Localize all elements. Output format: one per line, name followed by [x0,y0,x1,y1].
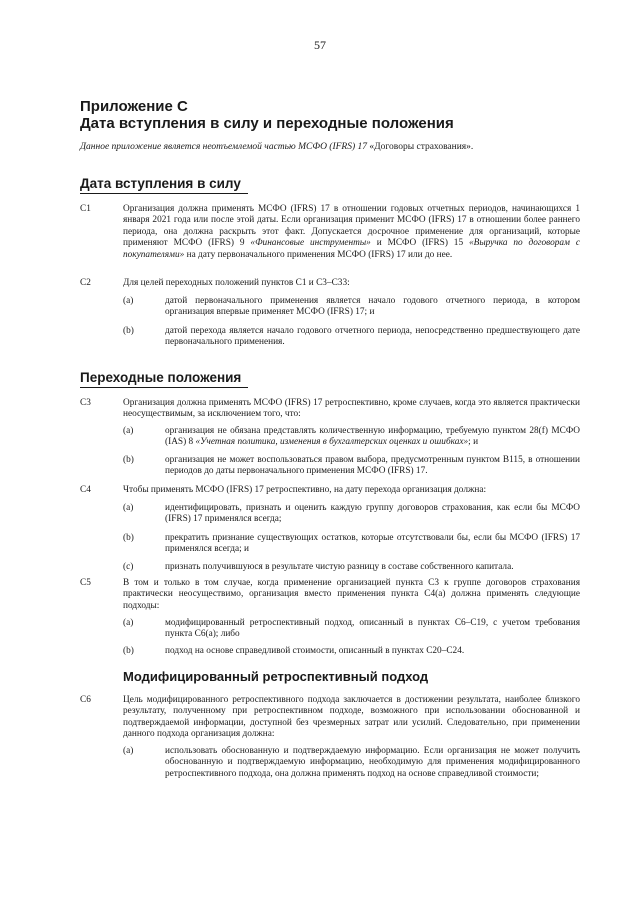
paragraph-body: В том и только в том случае, когда применение организацией пункта C3 к группе договоров страхования практически неосуществимо, организация вместо применения пункта C4(a) должна применять следующие подходы: [123,578,580,611]
list-item-italic: «Учетная политика, изменения в бухгалтерских оценках и ошибках» [195,437,469,448]
list-item-label: (b) [123,326,134,336]
appendix-title-line1: Приложение С [80,98,188,115]
list-item-label: (a) [123,746,134,756]
paragraph-c4 [80,485,580,496]
paragraph-text: Организация должна применять МСФО (IFRS) 17 в отношении годовых отчетных периодов, начинающихся 1 января 2021 года или после этой даты. Если организация применит МСФО (IFRS) 17 в отношении более раннего периода, она должна раскрыть этот факт. Допускается досрочное применение для организаций, которые применяют МСФО (IFRS) 9 [123,204,580,249]
paragraph-c3 [80,398,580,421]
section-heading-text: Переходные положения [80,370,242,385]
list-item-label: (a) [123,618,134,628]
list-item-body: подход на основе справедливой стоимости, описанный в пунктах C20–C24. [165,646,465,656]
list-item-label: (b) [123,533,134,543]
paragraph-c1 [80,204,580,261]
paragraph-number: C2 [80,278,91,288]
paragraph-c5 [80,578,580,612]
page-number: 57 [314,38,326,52]
paragraph-text: на дату первоначального применения МСФО (IFRS) 17 или до нее. [184,249,453,260]
appendix-title [80,98,580,132]
appendix-note-tail: «Договоры страхования». [367,142,474,152]
list-item-c4-b [123,533,580,556]
list-item-text: ; и [468,437,479,448]
list-item-label: (b) [123,646,134,656]
list-item-c4-c [123,562,580,573]
list-item-body: датой первоначального применения является начало годового отчетного периода, в котором организация впервые применяет МСФО (IFRS) 17; и [165,296,580,318]
appendix-note [80,141,580,153]
section-heading-rule [80,387,248,388]
paragraph-body: Цель модифицированного ретроспективного подхода заключается в достижении результата, наиболее близкого результату, полученному при ретроспективном подходе, возможного при использовании обоснованной и подтверждаемой информации, доступной без чрезмерных затрат или усилий. Следовательно, при применении данного подхода организация должна: [123,695,580,740]
list-item-c3-b [123,455,580,478]
paragraph-italic: «Финансовые инструменты» [250,238,371,249]
list-item-body: прекратить признание существующих остатков, которые отсутствовали бы, если бы МСФО (IFRS) 17 применялся всегда; и [165,533,580,555]
section-heading-text: Дата вступления в силу [80,176,241,191]
paragraph-number: C5 [80,578,91,588]
list-item-c5-b [123,646,580,657]
paragraph-body: Организация должна применять МСФО (IFRS) 17 ретроспективно, кроме случаев, когда это является практически неосуществимым, за исключением того, что: [123,398,580,420]
list-item-c3-a [123,426,580,449]
list-item-label: (c) [123,562,134,572]
section-heading-effective-date [80,176,580,194]
appendix-note-italic: Данное приложение является неотъемлемой частью МСФО (IFRS) 17 [80,142,368,152]
paragraph-number: C3 [80,398,91,408]
appendix-title-line2: Дата вступления в силу и переходные положения [80,115,454,132]
paragraph-number: C6 [80,695,91,705]
list-item-text: организация не обязана представлять количественную информацию, требуемую пунктом 28(f) МСФО (IAS) 8 [165,426,580,448]
list-item-label: (a) [123,296,134,306]
paragraph-body [123,204,580,261]
section-heading-rule [80,193,248,194]
list-item-body: признать получившуюся в результате чистую разницу в составе собственного капитала. [165,562,514,572]
paragraph-c2 [80,278,580,289]
list-item-c4-a [123,503,580,526]
list-item-c2-a [123,296,580,319]
list-item-body: идентифицировать, признать и оценить каждую группу договоров страхования, как если бы МСФО (IFRS) 17 применялся всегда; [165,503,580,525]
list-item-body: использовать обоснованную и подтверждаемую информацию. Если организация не может получить обоснованную и подтверждаемую информацию, необходимую для применения модифицированного ретроспективного подхода, она должна применять подход на основе справедливой стоимости; [165,746,580,779]
list-item-label: (b) [123,455,134,465]
list-item-body [165,426,580,449]
list-item-c2-b [123,326,580,349]
paragraph-text: и МСФО (IFRS) 15 [370,238,469,249]
paragraph-body: Для целей переходных положений пунктов C1 и C3–C33: [123,278,350,288]
paragraph-italic: «Выручка по договорам с покупателями» [123,238,580,260]
paragraph-body: Чтобы применять МСФО (IFRS) 17 ретроспективно, на дату перехода организация должна: [123,485,487,495]
list-item-label: (a) [123,503,134,513]
paragraph-number: C4 [80,485,91,495]
list-item-body: модифицированный ретроспективный подход, описанный в пунктах C6–C19, с учетом требования пункта C6(a); либо [165,618,580,640]
paragraph-number: C1 [80,204,91,214]
section-heading-transition [80,370,580,388]
list-item-body: датой перехода является начало годового отчетного периода, непосредственно предшествующего дате первоначального применения. [165,326,580,348]
list-item-body: организация не может воспользоваться правом выбора, предусмотренным пунктом B115, в отношении периодов до даты первоначального применения МСФО (IFRS) 17. [165,455,580,477]
list-item-c5-a [123,618,580,641]
subsection-heading-modified: Модифицированный ретроспективный подход [123,669,429,684]
list-item-c6-a [123,746,580,780]
paragraph-c6 [80,695,580,741]
list-item-label: (a) [123,426,134,436]
